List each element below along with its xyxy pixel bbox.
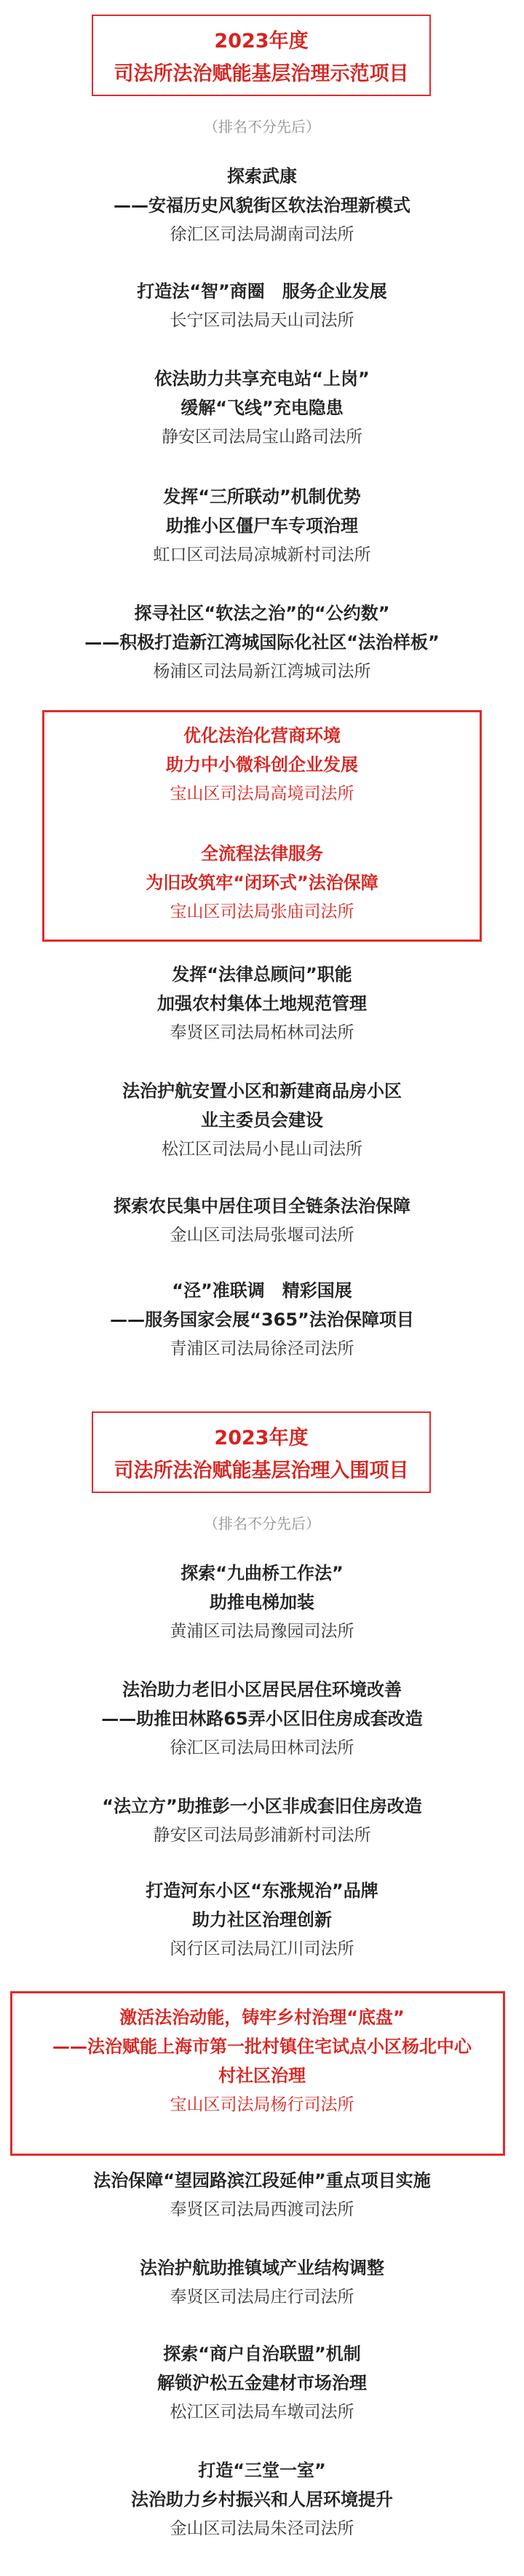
list-item xyxy=(0,1276,524,1363)
project-subtitle: 助推小区僵尸车专项治理 xyxy=(166,516,358,536)
project-org: 杨浦区司法局新江湾城司法所 xyxy=(153,662,371,681)
section2-title-year: 2023年度 xyxy=(214,1427,309,1449)
section2-note: （排名不分先后） xyxy=(204,1515,320,1532)
section2-title: 司法所法治赋能基层治理入围项目 xyxy=(114,1460,409,1482)
project-org: 虹口区司法局凉城新村司法所 xyxy=(153,545,371,564)
list-item xyxy=(0,1076,524,1164)
list-item xyxy=(0,482,524,570)
project-title: 打造“三堂一室” xyxy=(198,2460,326,2481)
list-item xyxy=(0,1675,524,1762)
project-subtitle: 缓解“飞线”充电隐患 xyxy=(180,398,344,418)
project-org: 静安区司法局彭浦新村司法所 xyxy=(153,1826,371,1845)
list-item xyxy=(0,2339,524,2427)
project-title: 探寻社区“软法之治”的“公约数” xyxy=(134,603,390,623)
section1-title-year: 2023年度 xyxy=(214,30,309,52)
project-org: 宝山区司法局杨行司法所 xyxy=(170,2095,354,2114)
project-title: 打造河东小区“东涨规治”品牌 xyxy=(146,1880,378,1901)
list-item xyxy=(0,1192,524,1250)
project-title: “泾”准联调 精彩国展 xyxy=(172,1280,352,1301)
project-subtitle: 助力中小微科创企业发展 xyxy=(166,755,358,775)
list-item xyxy=(0,1876,524,1963)
project-org: 闵行区司法局江川司法所 xyxy=(170,1939,354,1958)
project-org: 青浦区司法局徐泾司法所 xyxy=(170,1339,354,1358)
project-org: 松江区司法局小昆山司法所 xyxy=(162,1140,362,1159)
project-title: 法治护航安置小区和新建商品房小区 xyxy=(122,1081,402,1101)
section1-note: （排名不分先后） xyxy=(204,118,320,135)
project-org: 奉贤区司法局西渡司法所 xyxy=(170,2200,354,2219)
list-item xyxy=(0,2003,524,2119)
project-org: 金山区司法局张堰司法所 xyxy=(170,1226,354,1245)
project-title: 发挥“法律总顾问”职能 xyxy=(172,964,352,985)
project-subtitle: 助力社区治理创新 xyxy=(192,1910,332,1930)
project-org: 徐汇区司法局田林司法所 xyxy=(170,1738,354,1757)
list-item xyxy=(0,2166,524,2224)
list-item xyxy=(0,162,524,249)
project-subtitle: ——法治赋能上海市第一批村镇住宅试点小区杨北中心 xyxy=(52,2036,472,2057)
project-org: 奉贤区司法局庄行司法所 xyxy=(170,2288,354,2307)
project-title: 优化法治化营商环境 xyxy=(183,725,341,746)
list-item xyxy=(0,364,524,452)
project-subtitle: 村社区治理 xyxy=(218,2065,306,2086)
project-org: 长宁区司法局天山司法所 xyxy=(170,311,354,330)
project-org: 黄浦区司法局豫园司法所 xyxy=(170,1622,354,1641)
project-title: 全流程法律服务 xyxy=(201,843,323,864)
project-org: 奉贤区司法局柘林司法所 xyxy=(170,1023,354,1042)
list-item xyxy=(0,1792,524,1850)
project-subtitle: ——安福历史风貌街区软法治理新模式 xyxy=(114,195,410,216)
project-subtitle: 法治助力乡村振兴和人居环境提升 xyxy=(131,2489,393,2510)
project-subtitle: 助推电梯加装 xyxy=(210,1592,314,1612)
list-item xyxy=(0,1559,524,1646)
list-item xyxy=(0,960,524,1047)
project-org: 宝山区司法局高境司法所 xyxy=(170,784,354,803)
project-subtitle: 为旧改筑牢“闭环式”法治保障 xyxy=(146,873,378,893)
project-title: 法治助力老旧小区居民居住环境改善 xyxy=(122,1679,402,1700)
project-title: 激活法治动能，铸牢乡村治理“底盘” xyxy=(119,2007,405,2028)
project-title: 法治护航助推镇域产业结构调整 xyxy=(140,2258,384,2278)
project-title: 依法助力共享充电站“上岗” xyxy=(154,369,370,389)
list-item xyxy=(0,2456,524,2543)
project-title: 法治保障“望园路滨江段延伸”重点项目实施 xyxy=(93,2170,431,2191)
project-subtitle: 加强农村集体土地规范管理 xyxy=(157,993,367,1014)
section1-title-box xyxy=(92,15,431,96)
project-title: 探索武康 xyxy=(227,166,297,186)
project-title: 探索“商户自治联盟”机制 xyxy=(163,2344,361,2364)
section2-title-box xyxy=(92,1411,431,1493)
project-title: “法立方”助推彭一小区非成套旧住房改造 xyxy=(102,1796,422,1816)
list-item xyxy=(0,721,524,808)
project-org: 松江区司法局车墩司法所 xyxy=(170,2403,354,2422)
list-item xyxy=(0,839,524,926)
list-item xyxy=(0,2253,524,2312)
project-title: 打造法“智”商圈 服务企业发展 xyxy=(137,281,387,302)
project-org: 金山区司法局朱泾司法所 xyxy=(170,2519,354,2538)
project-subtitle: ——积极打造新江湾城国际化社区“法治样板” xyxy=(84,632,440,653)
project-title: 探索农民集中居住项目全链条法治保障 xyxy=(114,1196,410,1216)
project-title: 发挥“三所联动”机制优势 xyxy=(163,487,361,507)
project-subtitle: ——助推田林路65弄小区旧住房成套改造 xyxy=(101,1709,423,1729)
project-org: 徐汇区司法局湖南司法所 xyxy=(170,225,354,244)
project-title: 探索“九曲桥工作法” xyxy=(180,1563,344,1583)
project-subtitle: ——服务国家会展“365”法治保障项目 xyxy=(110,1309,414,1330)
project-org: 宝山区司法局张庙司法所 xyxy=(170,902,354,921)
section1-title: 司法所法治赋能基层治理示范项目 xyxy=(114,63,409,85)
project-subtitle: 业主委员会建设 xyxy=(201,1110,323,1130)
project-subtitle: 解锁沪松五金建材市场治理 xyxy=(157,2373,367,2393)
list-item xyxy=(0,599,524,686)
list-item xyxy=(0,277,524,335)
project-org: 静安区司法局宝山路司法所 xyxy=(162,428,362,446)
